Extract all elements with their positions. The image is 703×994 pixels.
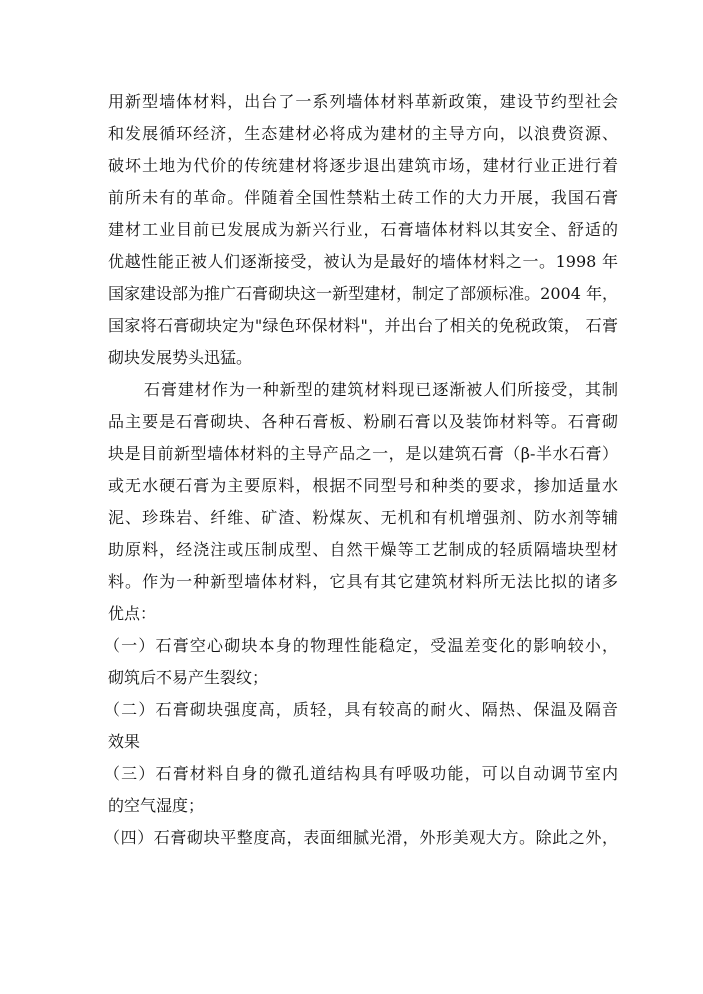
paragraph-2-line-1: 石膏建材作为一种新型的建筑材料现已逐渐被人们所接受，其制 [144,380,618,399]
paragraph-2-line-4: 或无水硬石膏为主要原料，根据不同型号和种类的要求，掺加适量水 [108,476,618,495]
list-item-3-line-1: （三）石膏材料自身的微孔道结构具有呼吸功能，可以自动调节室内 [104,764,618,783]
paragraph-2-line-7: 料。作为一种新型墙体材料，它具有其它建筑材料所无法比拟的诸多 [108,572,618,591]
paragraph-1-line-3: 破坏土地为代价的传统建材将逐步退出建筑市场，建材行业正进行着 [108,156,618,175]
paragraph-2-line-8: 优点： [108,604,157,623]
paragraph-1-line-9: 砌块发展势头迅猛。 [108,348,253,367]
list-item-4-line-1: （四）石膏砌块平整度高，表面细腻光滑，外形美观大方。除此之外， [104,828,618,847]
paragraph-2-line-2: 品主要是石膏砌块、各种石膏板、粉刷石膏以及装饰材料等。石膏砌 [108,412,618,431]
paragraph-2-line-5: 泥、珍珠岩、纤维、矿渣、粉煤灰、无机和有机增强剂、防水剂等辅 [108,508,618,527]
paragraph-1-line-4: 前所未有的革命。伴随着全国性禁粘土砖工作的大力开展，我国石膏 [108,188,618,207]
list-item-2-line-2: 效果 [108,732,141,751]
paragraph-1-line-2: 和发展循环经济，生态建材必将成为建材的主导方向，以浪费资源、 [108,124,618,143]
paragraph-1-line-7: 国家建设部为推广石膏砌块这一新型建材，制定了部颁标准。2004 年， [108,284,618,303]
list-item-2-line-1: （二）石膏砌块强度高，质轻，具有较高的耐火、隔热、保温及隔音 [104,700,618,719]
paragraph-2-line-6: 助原料，经浇注或压制成型、自然干燥等工艺制成的轻质隔墙块型材 [108,540,618,559]
list-item-1-line-1: （一）石膏空心砌块本身的物理性能稳定，受温差变化的影响较小， [104,636,618,655]
list-item-1-line-2: 砌筑后不易产生裂纹； [108,668,269,687]
paragraph-2-line-3: 块是目前新型墙体材料的主导产品之一，是以建筑石膏（β-半水石膏） [108,444,618,463]
paragraph-1-line-5: 建材工业目前已发展成为新兴行业，石膏墙体材料以其安全、舒适的 [108,220,618,239]
paragraph-1-line-1: 用新型墙体材料，出台了一系列墙体材料革新政策，建设节约型社会 [108,92,618,111]
paragraph-1-line-8: 国家将石膏砌块定为"绿色环保材料"，并出台了相关的免税政策， 石膏 [108,316,618,335]
list-item-3-line-2: 的空气湿度； [108,796,205,815]
paragraph-1-line-6: 优越性能正被人们逐渐接受，被认为是最好的墙体材料之一。1998 年 [108,252,618,271]
